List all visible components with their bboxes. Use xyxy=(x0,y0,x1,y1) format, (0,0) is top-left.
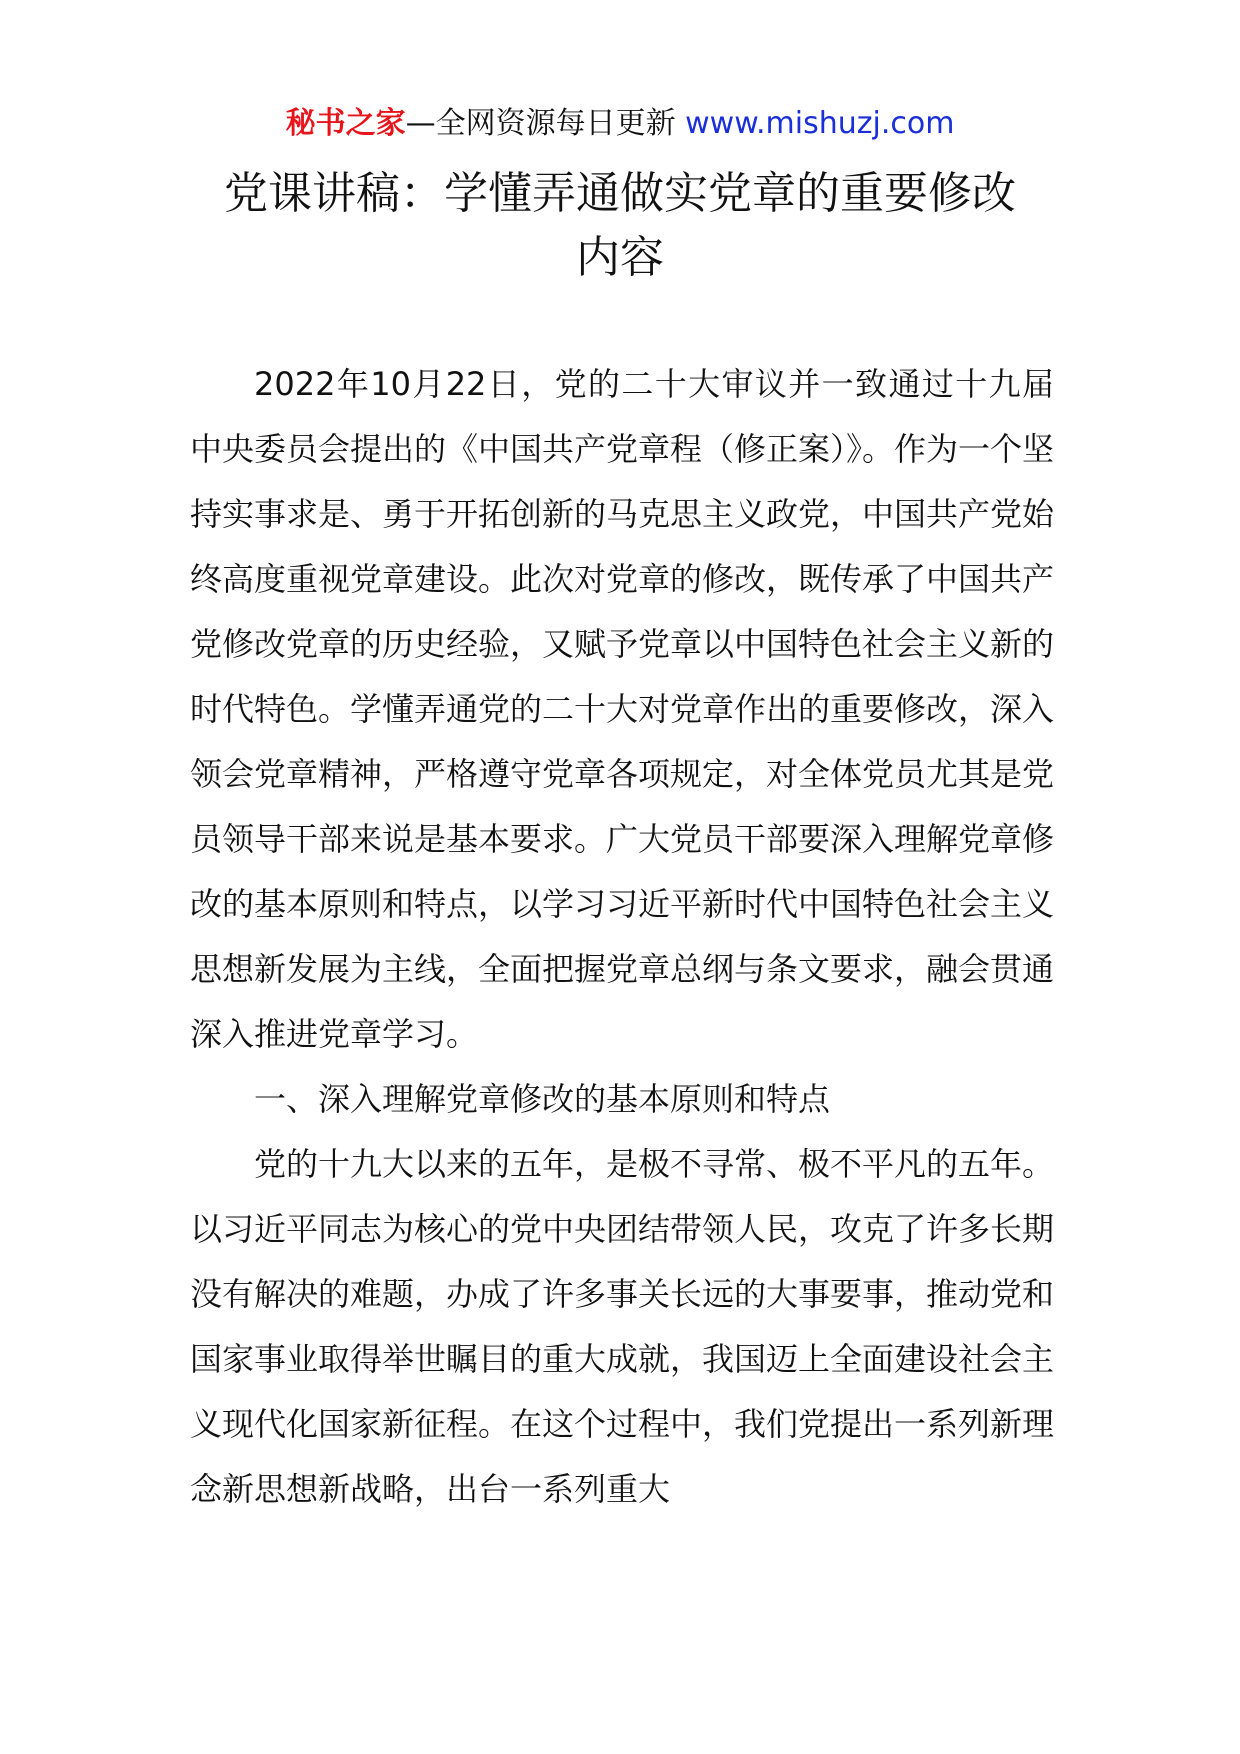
header-tagline: —全网资源每日更新 xyxy=(405,106,676,141)
document-body xyxy=(190,352,1054,1522)
brand-name: 秘书之家 xyxy=(285,106,406,141)
site-url-link[interactable]: www.mishuzj.com xyxy=(685,106,955,141)
section-heading-1: 一、深入理解党章修改的基本原则和特点 xyxy=(254,1080,831,1118)
paragraph-1: 2022年10月22日，党的二十大审议并一致通过十九届中央委员会提出的《中国共产党章程（修正案）》。作为一个坚持实事求是、勇于开拓创新的马克思主义政党，中国共产党始终高度重视党章建设。此次对党章的修改，既传承了中国共产党修改党章的历史经验，又赋予党章以中国特色社会主义新的时代特色。学懂弄通党的二十大对党章作出的重要修改，深入领会党章精神，严格遵守党章各项规定，对全体党员尤其是党员领导干部来说是基本要求。广大党员干部要深入理解党章修改的基本原则和特点，以学习习近平新时代中国特色社会主义思想新发展为主线，全面把握党章总纲与条文要求，融会贯通深入推进党章学习。 xyxy=(190,365,1055,1053)
site-header xyxy=(0,104,1240,144)
title-line-2: 内容 xyxy=(576,232,664,283)
title-line-1: 党课讲稿：学懂弄通做实党章的重要修改 xyxy=(224,168,1016,219)
document-title xyxy=(180,162,1060,290)
paragraph-2: 党的十九大以来的五年，是极不寻常、极不平凡的五年。以习近平同志为核心的党中央团结带领人民，攻克了许多长期没有解决的难题，办成了许多事关长远的大事要事，推动党和国家事业取得举世瞩目的重大成就，我国迈上全面建设社会主义现代化国家新征程。在这个过程中，我们党提出一系列新理念新思想新战略，出台一系列重大 xyxy=(190,1145,1055,1508)
